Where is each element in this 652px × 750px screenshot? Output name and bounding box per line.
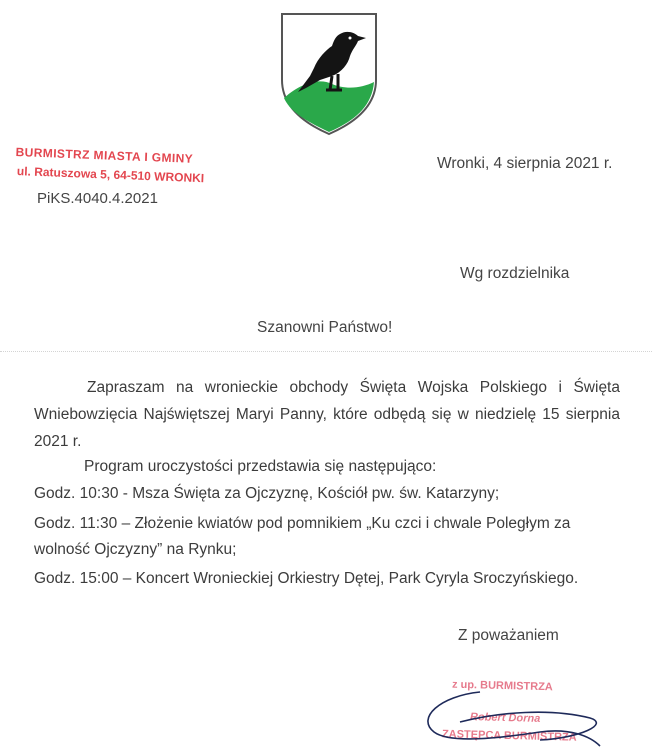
signature-stamp	[420, 678, 640, 750]
closing-phrase: Z poważaniem	[458, 627, 559, 644]
program-item: Godz. 11:30 – Złożenie kwiatów pod pomnikiem „Ku czci i chwale Poległym za	[34, 515, 571, 532]
stamp-address: ul. Ratuszowa 5, 64-510 WRONKI	[16, 164, 205, 186]
stamp-office-name: BURMISTRZ MIASTA I GMINY	[15, 144, 194, 166]
invitation-paragraph: Zapraszam na wronieckie obchody Święta Wojska Polskiego i Święta Wniebowzięcia Najświętszej Maryi Panny, które odbędą się w niedzielę 15 sierpnia 2021 r.	[34, 379, 620, 450]
program-intro: Program uroczystości przedstawia się następująco:	[84, 458, 437, 475]
letter-date: Wronki, 4 sierpnia 2021 r.	[437, 155, 613, 172]
paper-fold-line	[0, 351, 652, 352]
salutation: Szanowni Państwo!	[257, 319, 393, 336]
office-stamp	[15, 143, 205, 188]
signature-stamp-line1: z up. BURMISTRZA	[451, 678, 553, 694]
recipient-line: Wg rozdzielnika	[460, 265, 570, 282]
handwritten-signature-icon	[420, 678, 640, 750]
reference-number: PiKS.4040.4.2021	[37, 190, 158, 207]
letter-body	[34, 374, 620, 455]
program-item: wolność Ojczyzny” na Rynku;	[34, 541, 237, 558]
program-item: Godz. 10:30 - Msza Święta za Ojczyznę, Kościół pw. św. Katarzyny;	[34, 485, 500, 502]
signature-stamp-title: ZASTĘPCA BURMISTRZA	[441, 728, 577, 744]
coat-of-arms-raven-icon	[280, 12, 378, 136]
signature-stamp-name: Robert Dorna	[469, 711, 541, 725]
program-item: Godz. 15:00 – Koncert Wronieckiej Orkiestry Dętej, Park Cyryla Sroczyńskiego.	[34, 570, 579, 587]
